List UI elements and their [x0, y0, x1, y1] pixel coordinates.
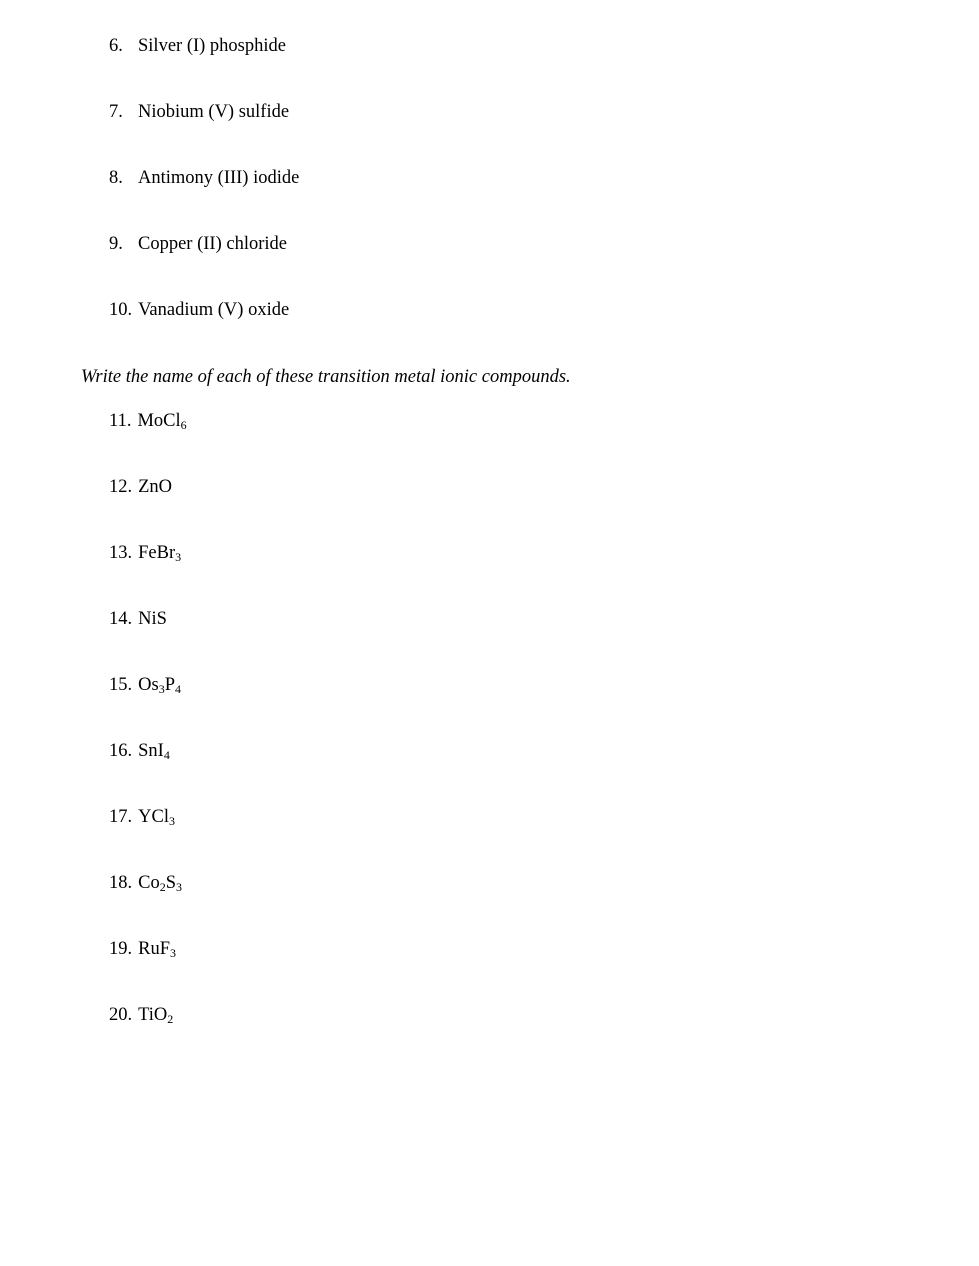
formula-subscript: 6 [180, 418, 187, 432]
instruction-text: Write the name of each of these transition metal ionic compounds. [81, 367, 571, 387]
item-formula: $Co_2S_3$ [138, 873, 183, 894]
item-formula: YCl$_3$ [138, 807, 175, 828]
item-number: 10. [109, 300, 133, 320]
item-number: 6. [109, 36, 123, 56]
list-item [109, 808, 175, 827]
list-item [109, 235, 287, 254]
list-item [109, 610, 167, 629]
formula-subscript: 4 [163, 748, 170, 762]
list-item [109, 742, 170, 761]
item-number: 7. [109, 102, 123, 122]
item-formula: MoCl$_6$ [137, 411, 187, 432]
item-number: 8. [109, 168, 123, 188]
item-number: 19. [109, 939, 133, 959]
item-text: Silver (I) phosphide [138, 36, 286, 56]
formula-subscript: 4 [174, 682, 181, 696]
list-item [109, 412, 187, 431]
formula-subscript: 3 [176, 880, 183, 894]
item-formula: FeBr$_3$ [138, 543, 182, 564]
list-item [109, 544, 181, 563]
item-formula: RuF$_3$ [138, 939, 177, 960]
formula-subscript: 3 [170, 946, 177, 960]
item-formula: ZnO [138, 477, 173, 497]
list-item [109, 478, 172, 497]
item-number: 12. [109, 477, 133, 497]
item-text: Antimony (III) iodide [138, 168, 300, 188]
item-number: 16. [109, 741, 133, 761]
formula-subscript: 3 [158, 682, 165, 696]
item-formula: TiO$_2$ [138, 1005, 174, 1026]
item-number: 17. [109, 807, 133, 827]
item-text: Copper (II) chloride [138, 234, 287, 254]
item-text: Niobium (V) sulfide [138, 102, 290, 122]
item-number: 11. [109, 411, 132, 431]
item-number: 15. [109, 675, 133, 695]
list-item [109, 940, 176, 959]
item-number: 14. [109, 609, 133, 629]
item-number: 18. [109, 873, 133, 893]
list-item [109, 676, 181, 695]
item-text: Vanadium (V) oxide [138, 300, 290, 320]
list-item [109, 37, 286, 56]
list-item [109, 103, 289, 122]
list-item [109, 169, 299, 188]
formula-subscript: 2 [167, 1012, 174, 1026]
item-formula: SnI$_4$ [138, 741, 170, 762]
list-item [109, 874, 182, 893]
formula-subscript: 3 [175, 550, 182, 564]
item-number: 9. [109, 234, 123, 254]
list-item [109, 1006, 173, 1025]
item-number: 13. [109, 543, 133, 563]
item-formula: $Os_3P_4$ [138, 675, 181, 696]
item-number: 20. [109, 1005, 133, 1025]
list-item [109, 301, 289, 320]
formula-subscript: 2 [159, 880, 166, 894]
formula-subscript: 3 [168, 814, 175, 828]
item-formula: NiS [138, 609, 167, 629]
